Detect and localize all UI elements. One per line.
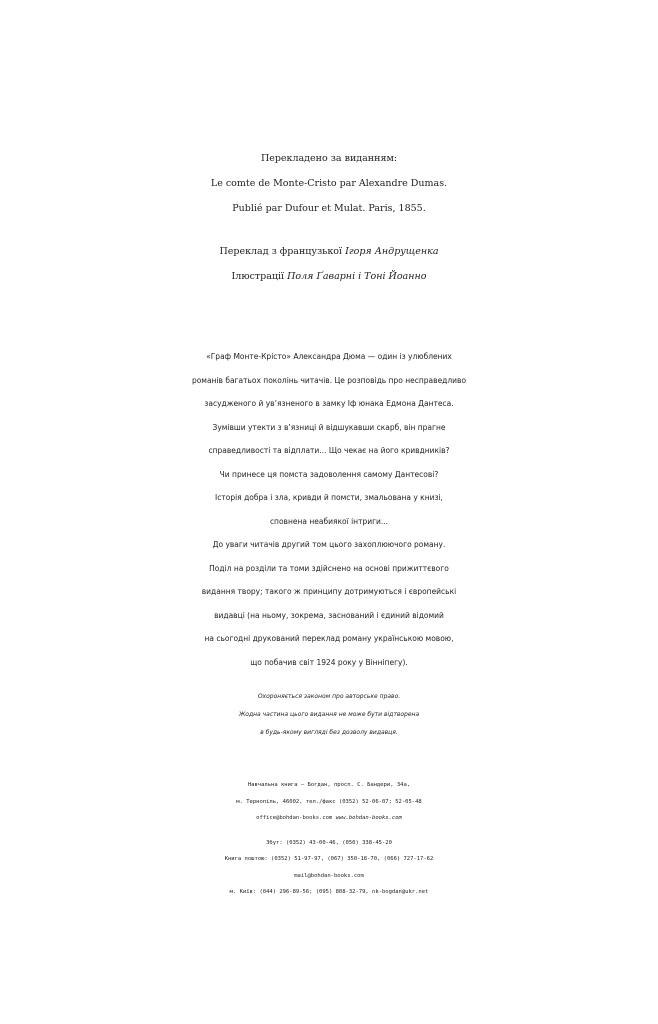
imprint-spacer — [0, 827, 658, 835]
book-annotation — [0, 345, 658, 674]
illustrator-names: Поля Ґаварні і Тоні Йоанно — [287, 271, 427, 282]
publisher-address: Навчальна книга — Богдан, просп. С. Бандери, 34а, — [247, 782, 411, 788]
translation-credit — [0, 239, 658, 264]
annotation-line: Поділ на розділи та томи здійснено на основі прижиттєвого — [209, 563, 449, 573]
annotation-line: Чи принесе ця помста задоволення самому Дантесові? — [219, 469, 439, 479]
mail-order-phones: Книга поштою: (0352) 51-97-97, (067) 350-18-70, (066) 727-17-62 — [224, 856, 434, 862]
illustration-credit — [0, 264, 658, 289]
publisher-email: office@bohdan-books.com — [256, 815, 333, 821]
annotation-line: романів багатьох поколінь читачів. Це розповідь про несправедливо — [191, 375, 467, 385]
original-title-line: Le comte de Monte-Cristo par Alexandre Dumas. — [210, 178, 448, 189]
annotation-line: видання твору; такого ж принципу дотримуються і європейські — [201, 587, 457, 596]
original-edition-heading: Перекладено за виданням: — [260, 153, 398, 164]
copyright-line: в будь-якому вигляді без дозволу видавця. — [260, 729, 398, 736]
translator-name: Ігоря Андрущенка — [345, 246, 439, 257]
annotation-line: Зумівши утекти з в’язниці й відшукавши скарб, він прагне — [212, 422, 446, 432]
annotation-line: До уваги читачів другий том цього захоплюючого роману. — [212, 540, 446, 549]
copyright-notice — [0, 688, 658, 742]
publisher-imprint — [0, 777, 658, 901]
sales-phones: Збут: (0352) 43-00-46, (050) 338-45-20 — [266, 839, 392, 846]
publisher-city-phone: м. Тернопіль, 46002, тел./факс (0352) 52-06-07; 52-05-48 — [236, 798, 422, 805]
annotation-line: сповнена неабиякої інтриги... — [269, 516, 389, 526]
original-edition-info — [0, 146, 658, 221]
annotation-line: видавці (на ньому, зокрема, заснований і єдиний відомий — [214, 610, 444, 620]
annotation-line: що побачив світ 1924 року у Вінніпегу). — [250, 657, 408, 667]
original-publication-line: Publié par Dufour et Mulat. Paris, 1855. — [232, 203, 426, 214]
annotation-line: засудженого й ув’язненого в замку Іф юнака Едмона Дантеса. — [204, 399, 454, 408]
annotation-line: справедливості та відплати... Що чекає на його кривдників? — [208, 446, 450, 455]
publisher-contacts — [0, 810, 658, 827]
annotation-line: на сьогодні друкований переклад роману українською мовою, — [204, 634, 454, 643]
publisher-website: www.bohdan-books.com — [335, 815, 402, 821]
annotation-line: Історія добра і зла, кривди й помсти, змальована у книзі, — [215, 493, 443, 502]
copyright-line: Жодна частина цього видання не може бути відтворена — [238, 711, 420, 718]
annotation-line: «Граф Монте-Крісто» Александра Дюма — один із улюблених — [206, 352, 452, 361]
translation-credit-prefix: Переклад з французької — [219, 246, 346, 257]
mail-order-email: mail@bohdan-books.com — [294, 872, 364, 879]
kyiv-contacts: м. Київ: (044) 296-89-56; (095) 808-32-79, nk-bogdan@ukr.net — [229, 889, 429, 895]
credits — [0, 239, 658, 289]
illustration-credit-prefix: Ілюстрації — [231, 271, 288, 282]
copyright-line: Охороняється законом про авторське право. — [257, 693, 401, 700]
